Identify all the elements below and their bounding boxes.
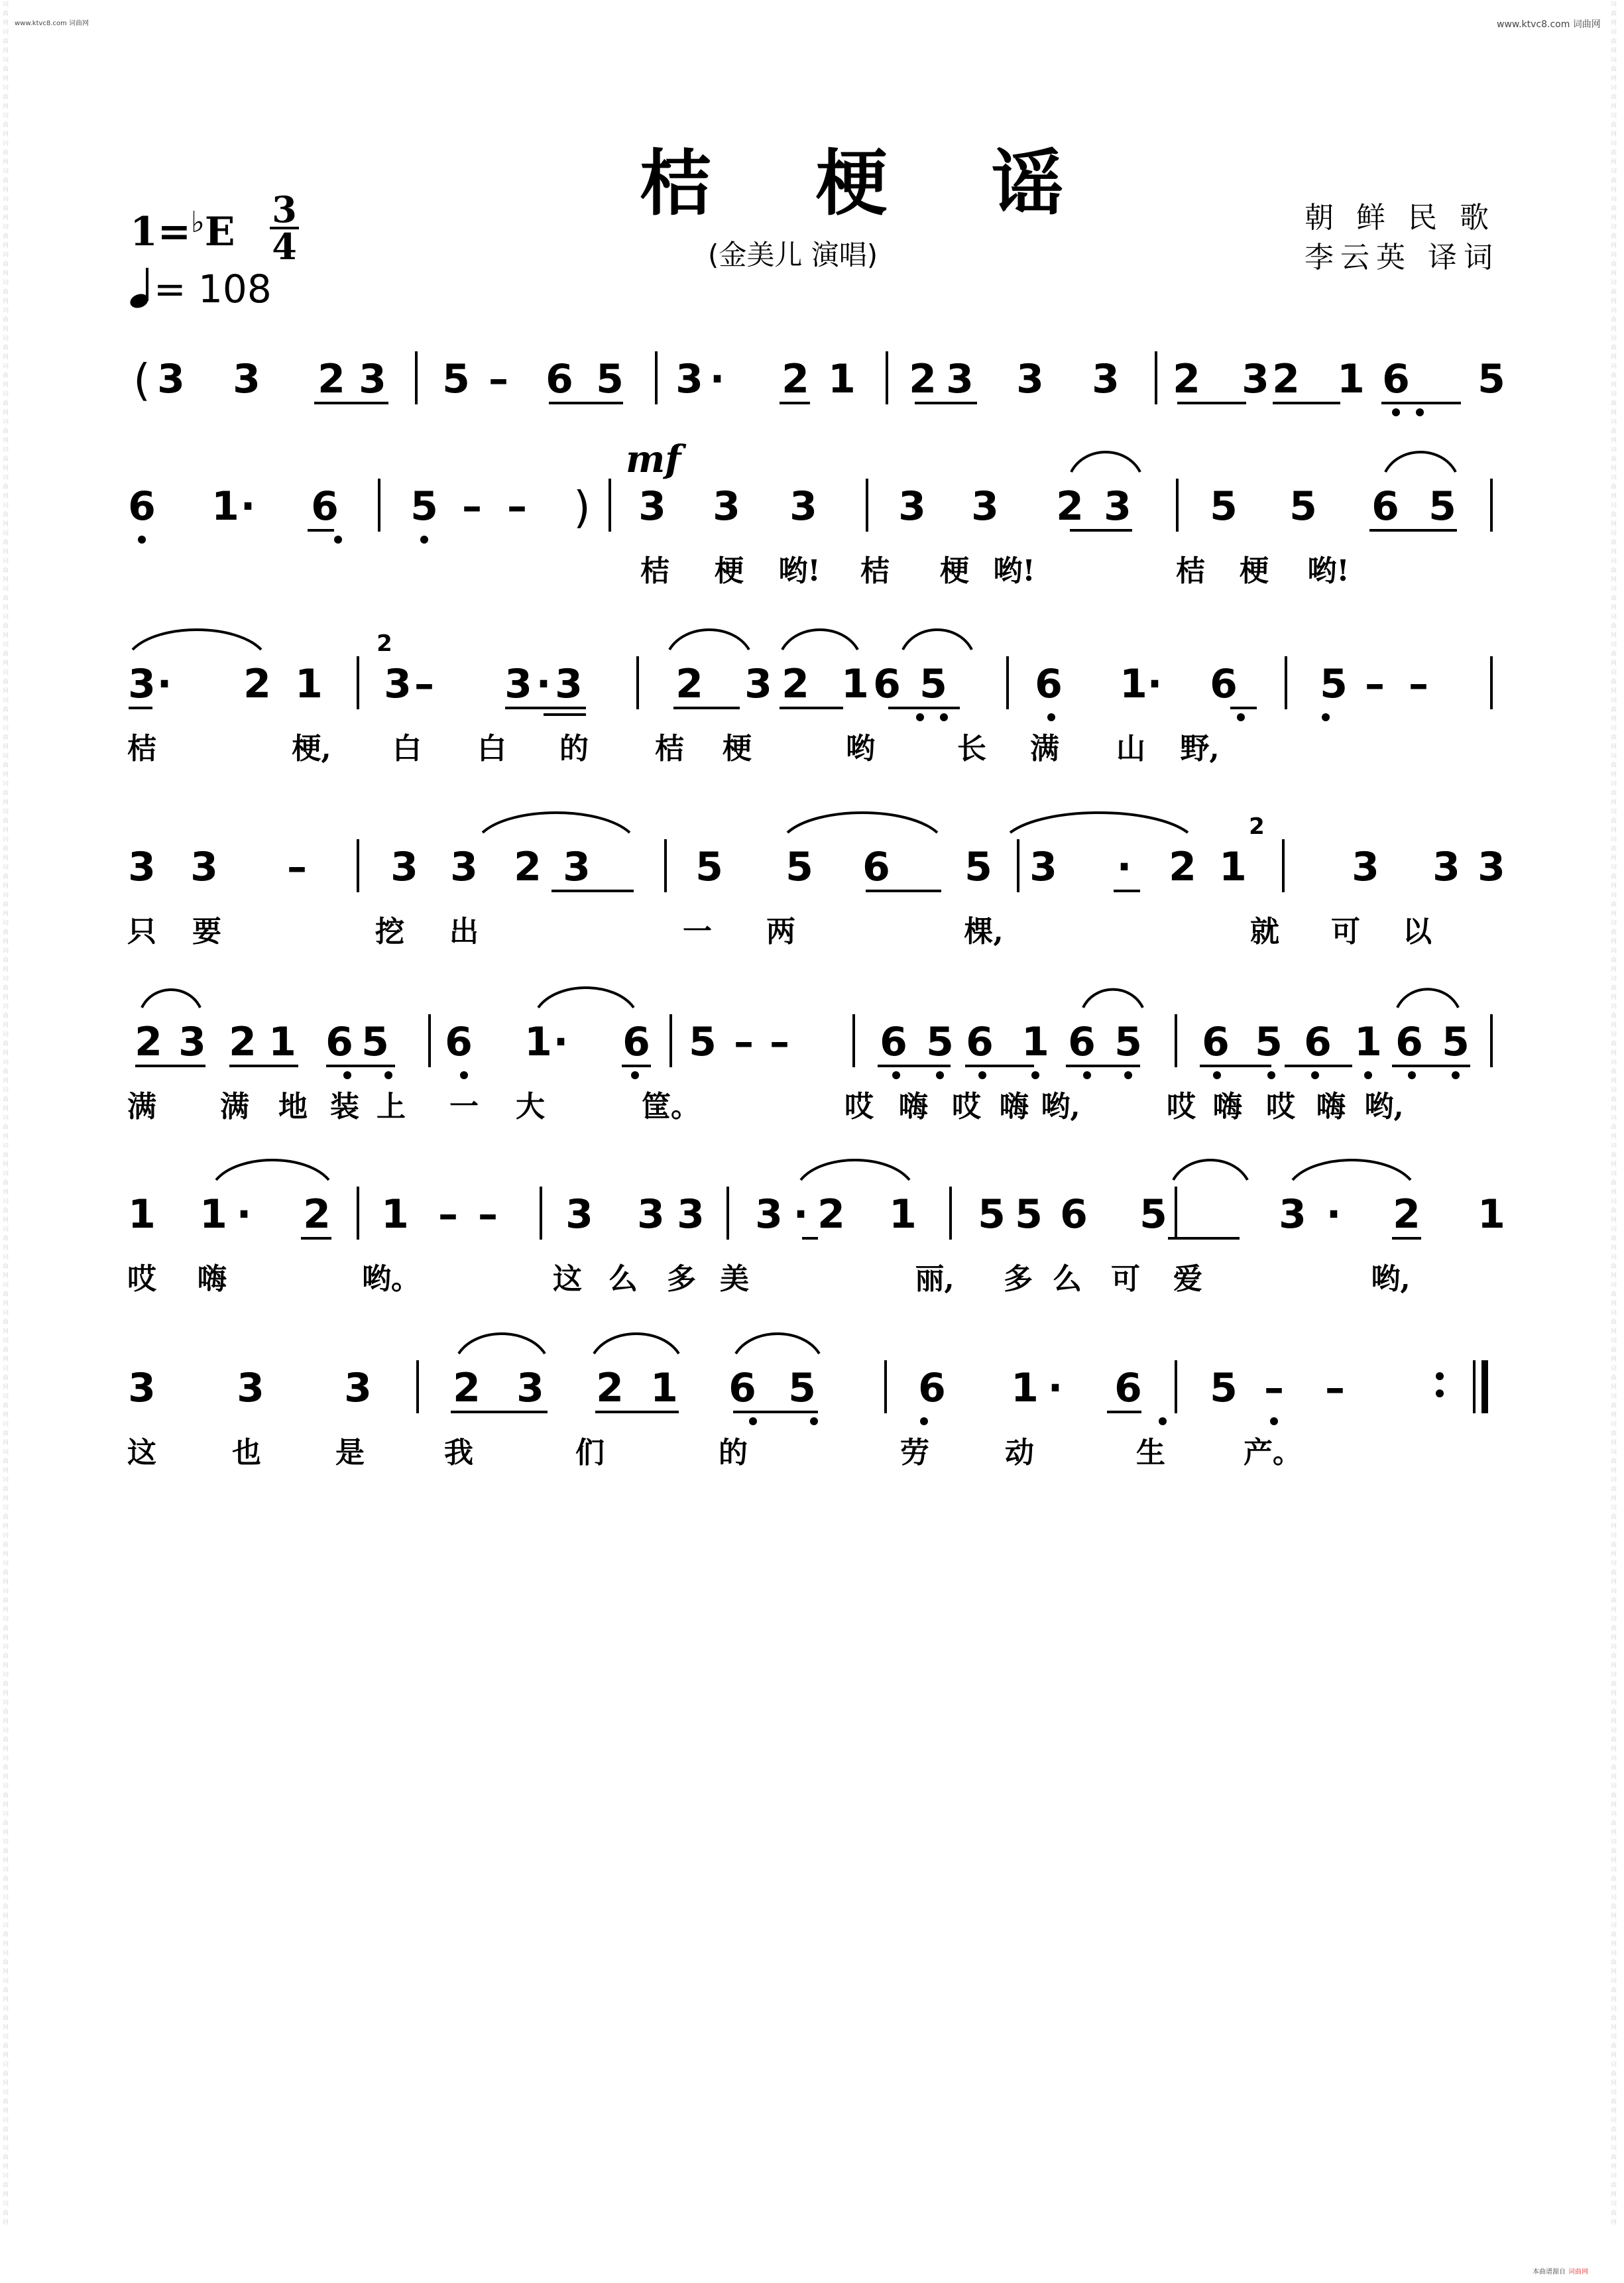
dash-note: – bbox=[462, 483, 482, 530]
note: 5 bbox=[442, 356, 470, 402]
lyric: 棵, bbox=[964, 915, 1004, 949]
note: 5 bbox=[695, 844, 723, 890]
slur bbox=[216, 1160, 329, 1180]
note: 3 bbox=[384, 661, 412, 707]
note: 3 bbox=[744, 661, 772, 707]
note: 3 bbox=[1016, 356, 1044, 402]
dot-note: · bbox=[536, 661, 551, 707]
note: 2 bbox=[1056, 483, 1084, 530]
lyric: 一 bbox=[449, 1090, 479, 1124]
slur bbox=[594, 1334, 679, 1354]
note: 5 bbox=[361, 1019, 389, 1065]
dash-note: – bbox=[478, 1191, 498, 1238]
lyric: 筐。 bbox=[642, 1090, 700, 1124]
lower-octave-dot bbox=[916, 713, 924, 721]
slur bbox=[736, 1334, 819, 1354]
dot-note: · bbox=[553, 1019, 569, 1065]
footer-site: 词曲网 bbox=[1568, 2268, 1588, 2276]
lower-octave-dot bbox=[1270, 1417, 1278, 1425]
lyric: 只 bbox=[127, 915, 156, 949]
lyricist-credit: 李云英 译词 bbox=[1305, 241, 1499, 274]
note: 1 bbox=[295, 661, 323, 707]
lyric: 嗨 bbox=[1213, 1090, 1242, 1124]
slur bbox=[483, 813, 630, 833]
note: 3 bbox=[898, 483, 926, 530]
dash-note: – bbox=[287, 844, 307, 890]
lyric: 出 bbox=[449, 915, 479, 949]
lower-octave-dot bbox=[1124, 1071, 1132, 1079]
lyric: 哟! bbox=[778, 554, 821, 588]
lyric: 哎 bbox=[1167, 1090, 1196, 1124]
lower-octave-dot bbox=[1213, 1071, 1221, 1079]
lyric: 梗, bbox=[292, 732, 331, 766]
note: 3 bbox=[637, 1191, 665, 1238]
note: 2 bbox=[229, 1019, 257, 1065]
note: 2 bbox=[453, 1365, 481, 1411]
header-site-left: www.ktvc8.com 词曲网 bbox=[15, 20, 89, 27]
note: 6 bbox=[325, 1019, 353, 1065]
note: 1 bbox=[1478, 1191, 1505, 1238]
score-layer bbox=[127, 351, 1505, 1470]
note: 6 bbox=[966, 1019, 994, 1065]
lower-octave-dot bbox=[460, 1071, 468, 1079]
lower-octave-dot bbox=[1159, 1417, 1167, 1425]
note: 1 bbox=[1021, 1019, 1049, 1065]
slur bbox=[1010, 813, 1188, 833]
key-letter: E bbox=[204, 209, 235, 255]
lower-octave-dot bbox=[420, 536, 428, 544]
lyric: 哎 bbox=[1266, 1090, 1295, 1124]
note: 6 bbox=[862, 844, 890, 890]
lower-octave-dot bbox=[334, 536, 342, 544]
song-subtitle: (金美儿 演唱) bbox=[708, 239, 878, 271]
note: 1 bbox=[828, 356, 856, 402]
note: 5 bbox=[1289, 483, 1317, 530]
note: 6 bbox=[1068, 1019, 1096, 1065]
slur bbox=[903, 630, 972, 650]
dash-note: – bbox=[1264, 1365, 1284, 1411]
dot-note: · bbox=[236, 1191, 252, 1238]
note: 6 bbox=[311, 483, 339, 530]
lyric: 装 bbox=[330, 1090, 359, 1124]
note: 3 bbox=[390, 844, 418, 890]
lyric: 白 bbox=[477, 732, 506, 766]
lower-octave-dot bbox=[978, 1071, 986, 1079]
note: 3 bbox=[1092, 356, 1120, 402]
note: 2 bbox=[782, 356, 809, 402]
lyric: 美 bbox=[720, 1262, 749, 1296]
note: 5 bbox=[919, 661, 947, 707]
note: 5 bbox=[1255, 1019, 1283, 1065]
note: 3 bbox=[128, 1365, 156, 1411]
note: 3 bbox=[1242, 356, 1269, 402]
note: 2 bbox=[243, 661, 271, 707]
note: 6 bbox=[1210, 661, 1238, 707]
repeat-dot bbox=[1436, 1372, 1444, 1380]
note: 1 bbox=[841, 661, 869, 707]
note: 5 bbox=[1478, 356, 1505, 402]
lyric: 的 bbox=[719, 1436, 748, 1470]
note: 5 bbox=[1442, 1019, 1470, 1065]
song-origin: 朝 鲜 民 歌 bbox=[1305, 201, 1495, 235]
note: 2 bbox=[514, 844, 542, 890]
lower-octave-dot bbox=[892, 1071, 900, 1079]
note: 3 bbox=[128, 844, 156, 890]
lyric: 梗 bbox=[715, 554, 744, 588]
dash-note: – bbox=[734, 1019, 754, 1065]
lower-octave-dot bbox=[920, 1417, 928, 1425]
dot-note: · bbox=[793, 1191, 809, 1238]
lower-octave-dot bbox=[384, 1071, 392, 1079]
song-title: 桔 梗 谣 bbox=[640, 142, 1104, 225]
dash-note: – bbox=[1325, 1365, 1345, 1411]
note: 1 bbox=[1337, 356, 1365, 402]
note: 3 bbox=[1279, 1191, 1306, 1238]
lyric: 劳 bbox=[900, 1436, 929, 1470]
note: 3 bbox=[563, 844, 591, 890]
note: 3 bbox=[359, 356, 386, 402]
slur bbox=[459, 1334, 545, 1354]
dot-note: · bbox=[240, 483, 256, 530]
note: 6 bbox=[1035, 661, 1063, 707]
note: 2 bbox=[318, 356, 345, 402]
note: 3 bbox=[565, 1191, 593, 1238]
note: 2 bbox=[817, 1191, 845, 1238]
slur bbox=[1293, 1160, 1411, 1180]
note: 5 bbox=[788, 1365, 816, 1411]
lyric: 以 bbox=[1403, 915, 1432, 949]
note: 6 bbox=[546, 356, 573, 402]
note: 2 bbox=[909, 356, 937, 402]
note: 5 bbox=[689, 1019, 717, 1065]
dynamic-marking: mf bbox=[626, 438, 681, 481]
note: 3 bbox=[237, 1365, 264, 1411]
lyric: 两 bbox=[766, 915, 795, 949]
lower-octave-dot bbox=[1083, 1071, 1091, 1079]
lyric: 嗨 bbox=[899, 1090, 928, 1124]
lyric: 梗 bbox=[940, 554, 969, 588]
note: 3 bbox=[638, 483, 666, 530]
note: 5 bbox=[1320, 661, 1348, 707]
bracket: ) bbox=[573, 482, 591, 533]
lyric: 哟, bbox=[1364, 1090, 1404, 1124]
lyric: 生 bbox=[1136, 1436, 1165, 1470]
dot-note: · bbox=[1116, 844, 1132, 890]
note: 6 bbox=[1060, 1191, 1088, 1238]
lyric: 哎 bbox=[844, 1090, 874, 1124]
note: 1 bbox=[1219, 844, 1247, 890]
lyric: 多 bbox=[1004, 1262, 1033, 1296]
lyric: 可 bbox=[1331, 915, 1360, 949]
note: 3 bbox=[1478, 844, 1505, 890]
lyric: 桔 bbox=[860, 554, 890, 588]
lyric: 白 bbox=[392, 732, 422, 766]
lyric: 要 bbox=[192, 915, 221, 949]
slur bbox=[1083, 990, 1143, 1008]
note: 5 bbox=[1114, 1019, 1142, 1065]
dash-note: – bbox=[507, 483, 527, 530]
note: 6 bbox=[1371, 483, 1399, 530]
slur bbox=[538, 988, 634, 1008]
note: 5 bbox=[978, 1191, 1006, 1238]
note: 6 bbox=[1114, 1365, 1142, 1411]
lyric: 满 bbox=[220, 1090, 249, 1124]
note: 1 bbox=[211, 483, 239, 530]
lyric: 哎 bbox=[127, 1262, 156, 1296]
note: 2 bbox=[1272, 356, 1300, 402]
lyric: 满 bbox=[1030, 732, 1059, 766]
note: 5 bbox=[785, 844, 813, 890]
dot-note: · bbox=[1047, 1365, 1063, 1411]
note: 3 bbox=[1352, 844, 1379, 890]
note: 3 bbox=[1029, 844, 1057, 890]
note: 2 bbox=[303, 1191, 331, 1238]
grace-note: 2 bbox=[1249, 813, 1265, 840]
note: 2 bbox=[135, 1019, 162, 1065]
lyric: 梗 bbox=[723, 732, 752, 766]
note: 3 bbox=[344, 1365, 372, 1411]
tempo-value: = 108 bbox=[154, 266, 272, 312]
note: 2 bbox=[596, 1365, 624, 1411]
lyric: 梗 bbox=[1240, 554, 1269, 588]
lyric: 这 bbox=[127, 1436, 156, 1470]
lyric: 哟! bbox=[993, 554, 1035, 588]
lower-octave-dot bbox=[1311, 1071, 1319, 1079]
note: 3 bbox=[713, 483, 740, 530]
note: 3 bbox=[971, 483, 999, 530]
note: 1 bbox=[381, 1191, 409, 1238]
lyric: 是 bbox=[335, 1436, 365, 1470]
note: 3 bbox=[946, 356, 974, 402]
note: 6 bbox=[128, 483, 156, 530]
slur bbox=[1385, 452, 1456, 472]
note: 1 bbox=[889, 1191, 917, 1238]
watermark-left: 词曲网 词曲网 词曲网 词曲网 词曲网 词曲网 词曲网 词曲网 词曲网 词曲网 词曲网 词曲网 词曲网 词曲网 词曲网 词曲网 词曲网 词曲网 词曲网 词曲网 词曲网 词曲网 词曲网 词曲网 词曲网 词曲网 词曲网 词曲网 词曲网 词曲网 词曲网 词曲网 词曲网 词曲网 词曲网 词曲网 词曲网 词曲网 词曲网 词曲网 词曲网 词曲网 词曲网 词曲网 词曲网 词曲网 词曲网 词曲网 词曲网 词曲网 词曲网 词曲网 词曲网 词曲网 词曲网 词曲网 词曲网 词曲网 词曲网 词曲网 词曲网 词曲网 词曲网 词曲网 词曲网 词曲网 词曲网 词曲网 词曲网 词曲网 词曲网 词曲网 词曲网 词曲网 词曲网 词曲网 词曲网 词曲网 词曲网 词曲网 bbox=[3, 1, 9, 2226]
lyric: 多 bbox=[667, 1262, 696, 1296]
lyric: 野, bbox=[1180, 732, 1220, 766]
note: 2 bbox=[1173, 356, 1200, 402]
note: 6 bbox=[880, 1019, 907, 1065]
note: 3 bbox=[190, 844, 218, 890]
note: 3 bbox=[675, 356, 703, 402]
note: 2 bbox=[1169, 844, 1196, 890]
lyric: 上 bbox=[377, 1090, 406, 1124]
lower-octave-dot bbox=[343, 1071, 351, 1079]
note: 3 bbox=[450, 844, 478, 890]
lyric: 一 bbox=[683, 915, 712, 949]
note: 2 bbox=[675, 661, 703, 707]
lower-octave-dot bbox=[631, 1071, 639, 1079]
note: 3 bbox=[1432, 844, 1460, 890]
repeat-dot bbox=[1436, 1389, 1444, 1397]
lyric: 哎 bbox=[952, 1090, 981, 1124]
note: 1 bbox=[200, 1191, 227, 1238]
note: 1 bbox=[1120, 661, 1147, 707]
lyric: 哟 bbox=[846, 732, 875, 766]
lyric: 哟, bbox=[1371, 1262, 1411, 1296]
watermark-right: 词曲网 词曲网 词曲网 词曲网 词曲网 词曲网 词曲网 词曲网 词曲网 词曲网 词曲网 词曲网 词曲网 词曲网 词曲网 词曲网 词曲网 词曲网 词曲网 词曲网 词曲网 词曲网 词曲网 词曲网 词曲网 词曲网 词曲网 词曲网 词曲网 词曲网 词曲网 词曲网 词曲网 词曲网 词曲网 词曲网 词曲网 词曲网 词曲网 词曲网 词曲网 词曲网 词曲网 词曲网 词曲网 词曲网 词曲网 词曲网 词曲网 词曲网 词曲网 词曲网 词曲网 词曲网 词曲网 词曲网 词曲网 词曲网 词曲网 词曲网 词曲网 词曲网 词曲网 词曲网 词曲网 词曲网 词曲网 词曲网 词曲网 词曲网 词曲网 词曲网 词曲网 词曲网 词曲网 词曲网 词曲网 词曲网 词曲网 词曲网 bbox=[1611, 1, 1617, 2226]
note: 2 bbox=[782, 661, 809, 707]
lyric: 哟, bbox=[1041, 1090, 1080, 1124]
note: 3 bbox=[157, 356, 185, 402]
lyric: 嗨 bbox=[1000, 1090, 1029, 1124]
note: 6 bbox=[445, 1019, 473, 1065]
note: 1 bbox=[650, 1365, 678, 1411]
grace-note: 2 bbox=[377, 630, 392, 657]
note: 2 bbox=[1393, 1191, 1421, 1238]
header-site-right: www.ktvc8.com 词曲网 bbox=[1497, 19, 1601, 30]
lower-octave-dot bbox=[810, 1417, 818, 1425]
slur bbox=[669, 630, 749, 650]
lower-octave-dot bbox=[936, 1071, 944, 1079]
dash-note: – bbox=[770, 1019, 789, 1065]
lyric: 哟! bbox=[1307, 554, 1350, 588]
lower-octave-dot bbox=[1047, 713, 1055, 721]
note: 6 bbox=[1395, 1019, 1423, 1065]
note: 6 bbox=[622, 1019, 650, 1065]
lyric: 动 bbox=[1005, 1436, 1034, 1470]
note: 5 bbox=[926, 1019, 954, 1065]
time-signature-bottom: 4 bbox=[272, 225, 297, 268]
key-prefix: 1= bbox=[130, 209, 192, 255]
dot-note: · bbox=[709, 356, 725, 402]
note: 5 bbox=[1210, 1365, 1238, 1411]
note: 6 bbox=[1304, 1019, 1332, 1065]
lyric: 嗨 bbox=[1316, 1090, 1346, 1124]
lower-octave-dot bbox=[1364, 1071, 1372, 1079]
note: 6 bbox=[918, 1365, 946, 1411]
slur bbox=[1173, 1160, 1247, 1180]
lower-octave-dot bbox=[1392, 408, 1400, 416]
note: 1 bbox=[524, 1019, 552, 1065]
slur bbox=[1071, 452, 1140, 472]
dot-note: · bbox=[1326, 1191, 1342, 1238]
note: 3 bbox=[504, 661, 532, 707]
lower-octave-dot bbox=[1267, 1071, 1275, 1079]
lyric: 嗨 bbox=[198, 1262, 227, 1296]
note: 3 bbox=[516, 1365, 544, 1411]
lyric: 产。 bbox=[1244, 1436, 1302, 1470]
note: 5 bbox=[1015, 1191, 1043, 1238]
note: 6 bbox=[728, 1365, 756, 1411]
quarter-note-icon bbox=[130, 268, 154, 308]
dot-note: · bbox=[156, 661, 172, 707]
lower-octave-dot bbox=[1031, 1071, 1039, 1079]
note: 5 bbox=[1139, 1191, 1167, 1238]
lyric: 丽, bbox=[915, 1262, 955, 1296]
note: 1 bbox=[268, 1019, 296, 1065]
dash-note: – bbox=[414, 661, 434, 707]
note: 3 bbox=[555, 661, 583, 707]
dash-note: – bbox=[1365, 661, 1385, 707]
lyric: 哟。 bbox=[362, 1262, 420, 1296]
lower-octave-dot bbox=[1408, 1071, 1416, 1079]
lower-octave-dot bbox=[940, 713, 948, 721]
slur bbox=[142, 990, 200, 1008]
note: 1 bbox=[1354, 1019, 1382, 1065]
key-signature bbox=[130, 205, 235, 255]
lyric: 山 bbox=[1116, 732, 1145, 766]
note: 3 bbox=[233, 356, 261, 402]
lyric: 桔 bbox=[1176, 554, 1205, 588]
lyric: 也 bbox=[232, 1436, 261, 1470]
note: 3 bbox=[755, 1191, 783, 1238]
lyric: 桔 bbox=[655, 732, 684, 766]
lyric: 么 bbox=[1053, 1262, 1082, 1296]
lyric: 爱 bbox=[1173, 1262, 1202, 1296]
note: 5 bbox=[1428, 483, 1456, 530]
lower-octave-dot bbox=[138, 536, 146, 544]
lower-octave-dot bbox=[1322, 713, 1330, 721]
note: 5 bbox=[1210, 483, 1238, 530]
lyric: 满 bbox=[127, 1090, 156, 1124]
note: 1 bbox=[1011, 1365, 1039, 1411]
lower-octave-dot bbox=[749, 1417, 757, 1425]
note: 6 bbox=[1382, 356, 1410, 402]
bracket: ( bbox=[133, 355, 150, 406]
lyric: 这 bbox=[553, 1262, 582, 1296]
slur bbox=[782, 630, 858, 650]
score-notation bbox=[0, 331, 1624, 1856]
footer-text bbox=[1533, 2266, 1588, 2276]
dash-note: – bbox=[438, 1191, 458, 1238]
time-signature bbox=[268, 188, 301, 268]
tempo-marking bbox=[130, 266, 272, 312]
note: 5 bbox=[410, 483, 438, 530]
note: 1 bbox=[128, 1191, 156, 1238]
note: 5 bbox=[596, 356, 624, 402]
note: 6 bbox=[873, 661, 901, 707]
note: 5 bbox=[964, 844, 992, 890]
lyric: 就 bbox=[1250, 915, 1279, 949]
lower-octave-dot bbox=[1452, 1071, 1460, 1079]
time-signature-top: 3 bbox=[272, 188, 297, 231]
lyric: 地 bbox=[278, 1090, 308, 1124]
lyric: 桔 bbox=[640, 554, 669, 588]
note: 3 bbox=[1104, 483, 1131, 530]
lyric: 的 bbox=[559, 732, 589, 766]
slur bbox=[1397, 989, 1458, 1008]
lower-octave-dot bbox=[1237, 713, 1245, 721]
slur bbox=[801, 1160, 909, 1180]
lower-octave-dot bbox=[1416, 408, 1424, 416]
dash-note: – bbox=[1409, 661, 1428, 707]
lyric: 我 bbox=[444, 1436, 473, 1470]
note: 3 bbox=[677, 1191, 705, 1238]
note: 3 bbox=[789, 483, 817, 530]
lyric: 大 bbox=[516, 1090, 545, 1124]
note: 3 bbox=[178, 1019, 206, 1065]
slur bbox=[133, 630, 261, 650]
note: 6 bbox=[1202, 1019, 1230, 1065]
lyric: 桔 bbox=[127, 732, 156, 766]
lyric: 挖 bbox=[375, 915, 404, 949]
dash-note: – bbox=[489, 356, 508, 402]
lyric: 们 bbox=[575, 1436, 605, 1470]
lyric: 长 bbox=[957, 732, 986, 766]
lyric: 么 bbox=[609, 1262, 638, 1296]
slur bbox=[787, 813, 937, 833]
dot-note: · bbox=[1147, 661, 1163, 707]
flat-sign: ♭ bbox=[191, 205, 205, 239]
lyric: 可 bbox=[1111, 1262, 1140, 1296]
note: 3 bbox=[128, 661, 156, 707]
footer-source: 本曲谱源自 bbox=[1533, 2268, 1566, 2276]
